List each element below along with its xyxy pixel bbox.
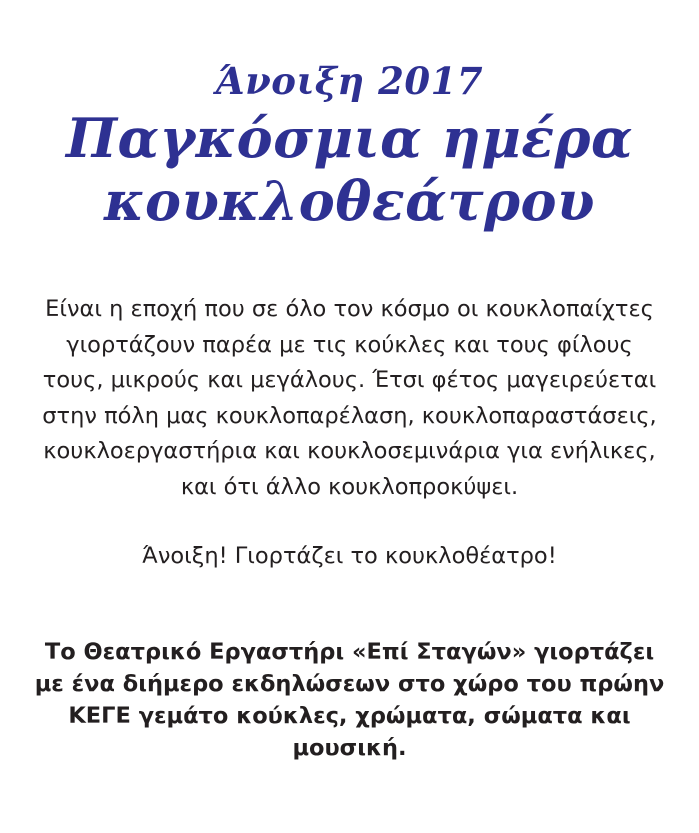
- main-title-line-1: Παγκόσμια ημέρα: [65, 106, 634, 170]
- poster-heading: [0, 58, 699, 232]
- poster-body: [30, 292, 669, 575]
- season-title: Άνοιξη 2017: [215, 59, 484, 103]
- announcement-paragraph: Το Θεατρικό Εργαστήρι «Επί Σταγών» γιορτάζει με ένα διήμερο εκδηλώσεων στο χώρο του πρώην ΚΕΓΕ γεμάτο κούκλες, χρώματα, σώματα και μουσική.: [34, 639, 665, 761]
- main-title-line-2: κουκλοθεάτρου: [104, 169, 595, 233]
- announcement-block: [30, 636, 669, 764]
- cheer-paragraph: Άνοιξη! Γιορτάζει το κουκλοθέατρο!: [142, 543, 557, 569]
- intro-paragraph: Είναι η εποχή που σε όλο τον κόσμο οι κουκλοπαίχτες γιορτάζουν παρέα με τις κούκλες και τους φίλους τους, μικρούς και μεγάλους. Έτσι φέτος μαγειρεύεται στην πόλη μας κουκλοπαρέλαση, κουκλοπαραστάσεις, κουκλοεργαστήρια και κουκλοσεμινάρια για ενήλικες, και ότι άλλο κουκλοπροκύψει.: [42, 296, 657, 500]
